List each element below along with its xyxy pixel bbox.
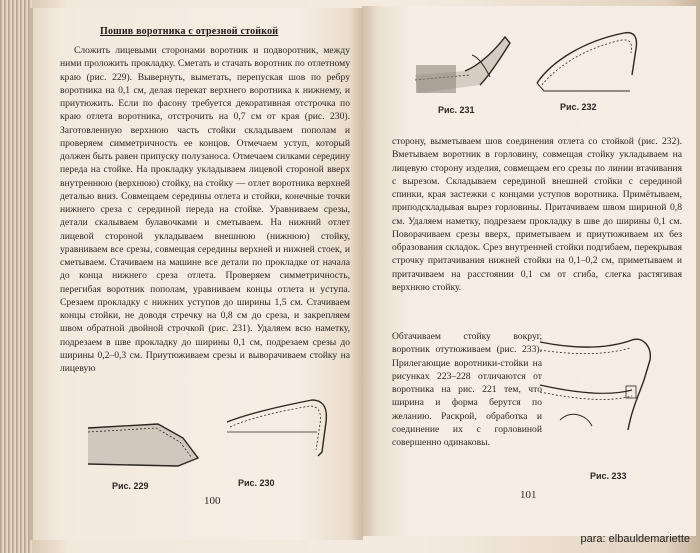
left-paragraph: Сложить лицевыми сторонами воротник и подворотник, между ними проложить прокладку. Сметать и стачать воротник по отлетному краю (рис. 229). Вывернуть, выметать, перепуская шов по ребру воротника на 0,1 см, делая перекат верхнего воротника к нижнему, и приутюжить. Если по фасону требуется декоративная отстрочка по краю отлета воротника, отстрочить на 0,7 см от края (рис. 230). Заготовленную верхнюю часть стойки складываем пополам и проверяем симметричность ее концов. Отмечаем уступ, который должен быть равен припуску полузаноса. Отмечаем силками середину переда на стойке. На прокладку укладываем лицевой стороной вверх внутреннюю (верхнюю) стойку, на стойку — отлет воротника верхней деталью вниз. Совмещаем середины отлета и стойки, конечные точки нижнего среза с серединой переда на стойке. Уравниваем срезы, детали скалываем булавочками и сметываем. На нижний отлет лицевой стороной укладываем внешнюю (нижнюю) стойку, уравниваем все срезы, совмещая середины верхней и нижней стоек, и сметываем. Стачиваем на машине все детали по прокладке от начала до конца нижнего среза отлета. Проверяем симметричность, перегибая воротник пополам, уравниваем концы отлета и уступа. Срезаем прокладку с нижних уступов до ширины 1,5 см. Стачиваем концы стойки, не доводя стречку на 0,8 см до среза, и закрепляем швом обратной двойной строчкой (рис. 231). Удаляем всю наметку, подрезаем в шве прокладку до ширины 0,1 см, подрезаем срезы до ширины 0,2–0,3 см. Приутюживаем срезы и выворачиваем стойку на лицевую	[60, 45, 350, 374]
fig233-caption: Рис. 233	[590, 471, 627, 481]
fig232-caption: Рис. 232	[560, 102, 597, 112]
right-paragraph-2: Обтачиваем стойку вокруг, воротник отутюживаем (рис. 233). Прилегающие воротники-стойки на рисунках 223–228 отличаются от воротника на рис. 221 тем, что ширина и форма берутся по желанию. Раскрой, обработка и соединение их с горловиной совершенно одинаковы.	[392, 331, 542, 448]
fig231-caption: Рис. 231	[438, 105, 475, 115]
page-edges	[0, 0, 32, 553]
right-body-text-bottom	[392, 330, 542, 480]
fig229-caption: Рис. 229	[112, 481, 149, 491]
right-paragraph-1: сторону, выметываем шов соединения отлета со стойкой (рис. 232). Вметываем воротник в горловину, совмещая стойку укладываем на лицевую сторону изделия, совмещаем его срезы по линии втачивания с вырезом. Складываем серединой внешней стойки с серединой спинки, края застежки с концами уступов воротника. Примётываем, приподскладывая вырез горловины. Притачиваем швом шириной 0,8 см. Удаляем наметку, подрезаем прокладку в шве до ширины 0,1 см. Поворачиваем срезы вверх, приметываем и приутюживаем их без образования складок. Срез внутренней стойки подгибаем, перекрывая строчку притачивания нижней стойки на 0,1–0,2 см, приметываем и притачиваем на расстоянии 0,1 см от сгиба, слегка растягивая верхнюю стойку.	[392, 136, 682, 293]
section-title: Пошив воротника с отрезной стойкой	[100, 26, 279, 37]
figure-232	[532, 25, 642, 95]
right-page-number: 101	[520, 489, 537, 501]
figure-231	[410, 25, 515, 110]
figure-230	[222, 392, 332, 462]
right-body-text-top	[392, 135, 682, 325]
watermark-credit: para: elbauldemariette	[580, 533, 690, 545]
left-page-number: 100	[204, 495, 221, 507]
figure-233	[540, 330, 680, 450]
figure-229	[88, 408, 213, 468]
left-body-text	[60, 44, 350, 404]
fig230-caption: Рис. 230	[238, 478, 275, 488]
